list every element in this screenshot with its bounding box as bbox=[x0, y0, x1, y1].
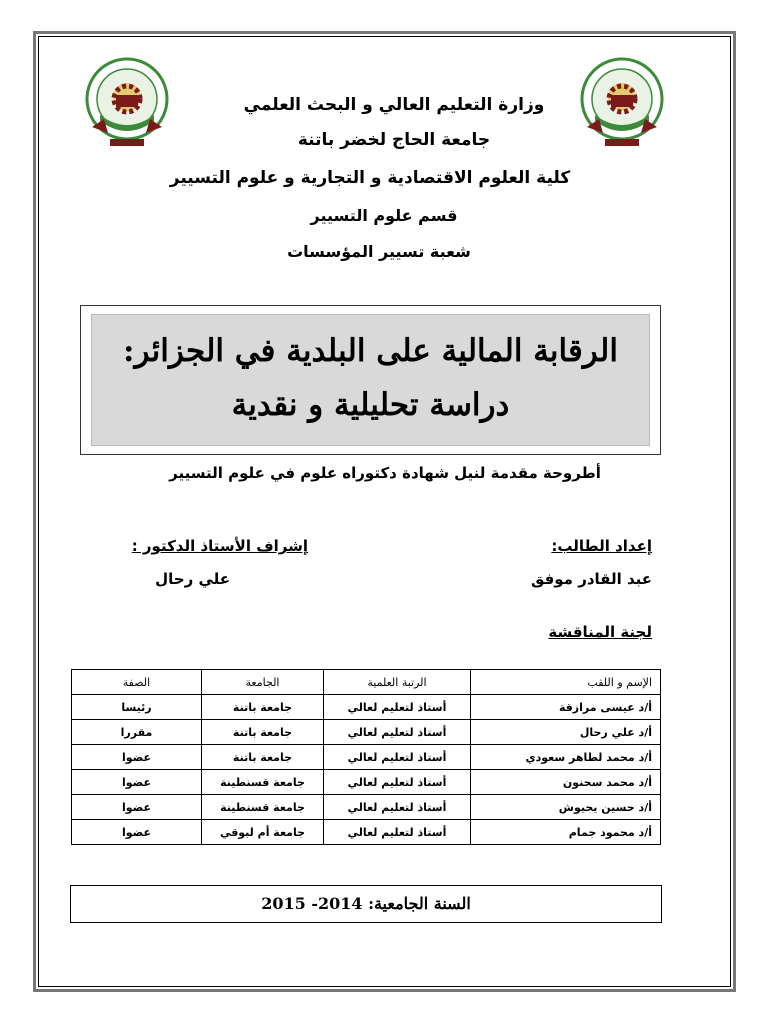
member-role: عضوا bbox=[72, 820, 202, 845]
member-university: جامعة أم لبوقي bbox=[202, 820, 324, 845]
member-role: مقررا bbox=[72, 720, 202, 745]
member-name: أ/د علي رحال bbox=[471, 720, 661, 745]
member-role: عضوا bbox=[72, 795, 202, 820]
academic-year: السنة الجامعية: 2014- 2015 bbox=[70, 885, 662, 923]
header-university: الجامعة bbox=[202, 670, 324, 695]
member-university: جامعة باتنة bbox=[202, 720, 324, 745]
header-rank: الرتبة العلمية bbox=[324, 670, 471, 695]
table-row bbox=[72, 795, 661, 820]
member-rank: أستاذ لتعليم لعالي bbox=[324, 795, 471, 820]
member-name: أ/د محمد لطاهر سعودي bbox=[471, 745, 661, 770]
supervisor-label: إشراف الأستاذ الدكتور : bbox=[131, 537, 308, 555]
table-row bbox=[72, 770, 661, 795]
member-university: جامعة باتنة bbox=[202, 745, 324, 770]
student-label: إعداد الطالب: bbox=[551, 537, 652, 555]
committee-table bbox=[71, 669, 661, 845]
member-name: أ/د عيسى مرازقة bbox=[471, 695, 661, 720]
member-rank: أستاذ لتعليم لعالي bbox=[324, 695, 471, 720]
header-name: الإسم و اللقب bbox=[471, 670, 661, 695]
member-rank: أستاذ لتعليم لعالي bbox=[324, 745, 471, 770]
table-row bbox=[72, 820, 661, 845]
member-role: رئيسا bbox=[72, 695, 202, 720]
thesis-title-panel bbox=[91, 314, 650, 446]
table-row bbox=[72, 695, 661, 720]
thesis-title-box bbox=[80, 305, 661, 455]
faculty-name: كلية العلوم الاقتصادية و التجارية و علوم التسيير bbox=[169, 168, 571, 188]
table-header-row bbox=[72, 670, 661, 695]
committee-label: لجنة المناقشة bbox=[548, 623, 652, 641]
member-university: جامعة قسنطينة bbox=[202, 795, 324, 820]
ministry-name: وزارة التعليم العالي و البحث العلمي bbox=[243, 95, 545, 115]
header-role: الصفة bbox=[72, 670, 202, 695]
member-role: عضوا bbox=[72, 745, 202, 770]
member-rank: أستاذ لتعليم لعالي bbox=[324, 820, 471, 845]
thesis-title-line-2: دراسة تحليلية و نقدية bbox=[231, 387, 510, 423]
member-name: أ/د محمد سحنون bbox=[471, 770, 661, 795]
member-rank: أستاذ لتعليم لعالي bbox=[324, 720, 471, 745]
branch-name: شعبة تسيير المؤسسات bbox=[287, 242, 471, 261]
member-role: عضوا bbox=[72, 770, 202, 795]
university-name: جامعة الحاج لخضر باتنة bbox=[297, 130, 491, 150]
table-row bbox=[72, 745, 661, 770]
thesis-title-line-1: الرقابة المالية على البلدية في الجزائر: bbox=[123, 333, 618, 369]
member-university: جامعة باتنة bbox=[202, 695, 324, 720]
member-name: أ/د حسين يحيوش bbox=[471, 795, 661, 820]
department-name: قسم علوم التسيير bbox=[310, 206, 458, 225]
member-rank: أستاذ لتعليم لعالي bbox=[324, 770, 471, 795]
supervisor-name: علي رحال bbox=[155, 570, 230, 588]
thesis-subtitle: أطروحة مقدمة لنيل شهادة دكتوراه علوم في علوم التسيير bbox=[169, 464, 601, 482]
table-row bbox=[72, 720, 661, 745]
member-university: جامعة قسنطينة bbox=[202, 770, 324, 795]
student-name: عبد القادر موفق bbox=[530, 570, 652, 588]
member-name: أ/د محمود جمام bbox=[471, 820, 661, 845]
